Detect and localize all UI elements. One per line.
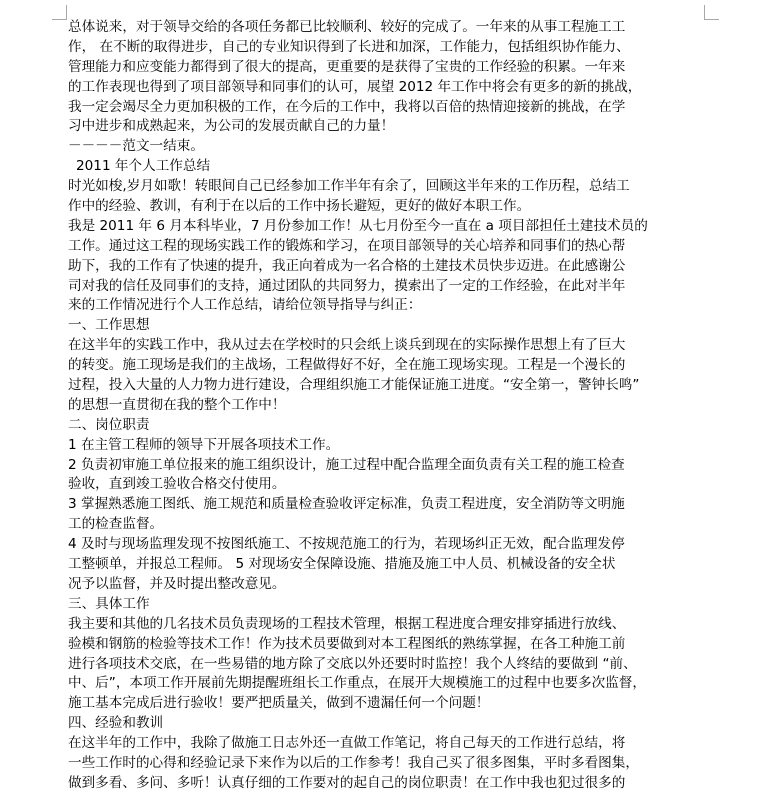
section-divider-line: －－－－范文一结束。 (68, 138, 204, 155)
section-heading: 四、经验和教训 (68, 715, 164, 732)
list-item-line: 工整顿单，并报总工程师。 5 对现场安全保障设施、措施及施工中人员、机械设备的安全状 (68, 556, 616, 573)
paragraph-line: 在这半年的实践工作中，我从过去在学校时的只会纸上谈兵到现在的实际操作思想上有了巨大 (68, 337, 626, 354)
paragraph-line: 司对我的信任及同事们的支持，通过团队的共同努力，摸索出了一定的工作经验，在此对半年 (68, 277, 626, 294)
list-item-line: 1 在主管工程师的领导下开展各项技术工作。 (68, 436, 340, 453)
paragraph-line: 工作。通过这工程的现场实践工作的锻炼和学习，在项目部领导的关心培养和同事们的热心帮 (68, 237, 626, 254)
list-item-line: 4 及时与现场监理发现不按图纸施工、不按规范施工的行为，若现场纠正无效，配合监理发停 (68, 536, 625, 553)
document-title: 2011 年个人工作总结 (76, 158, 211, 175)
paragraph-line: 的思想一直贯彻在我的整个工作中！ (68, 396, 286, 413)
paragraph-line: 的转变。施工现场是我们的主战场，工程做得好不好，全在施工现场实现。工程是一个漫长的 (68, 357, 626, 374)
list-item-line: 2 负责初审施工单位报来的施工组织设计，施工过程中配合监理全面负责有关工程的施工检查 (68, 456, 625, 473)
paragraph-line: 我一定会竭尽全力更加积极的工作，在今后的工作中，我将以百倍的热情迎接新的挑战，在学 (68, 98, 626, 115)
paragraph-line: 管理能力和应变能力都得到了很大的提高，更重要的是获得了宝贵的工作经验的积累。一年来 (68, 58, 626, 75)
paragraph-line: 总体说来，对于领导交给的各项任务都已比较顺利、较好的完成了。一年来的从事工程施工工 (68, 19, 626, 35)
paragraph-line: 作， 在不断的取得进步，自己的专业知识得到了长进和加深，工作能力，包括组织协作能力、 (68, 38, 630, 55)
paragraph-line: 中、后”，本项工作开展前先期提醒班组长工作重点，在展开大规模施工的过程中也要多次监督， (68, 675, 646, 692)
document-body (68, 18, 708, 794)
paragraph-line: 进行各项技术交底，在一些易错的地方除了交底以外还要时时监控！我个人终结的要做到 “前、 (68, 655, 637, 672)
list-item-line: 验收，直到竣工验收合格交付使用。 (68, 476, 286, 493)
paragraph-line: 的工作表现也得到了项目部领导和同事们的认可，展望 2012 年工作中将会有更多的新的挑战， (68, 78, 642, 95)
list-item-line: 工的检查监督。 (68, 516, 164, 533)
paragraph-line: 习中进步和成熟起来，为公司的发展贡献自己的力量！ (68, 118, 395, 135)
section-heading: 二、岗位职责 (68, 416, 150, 433)
paragraph-line: 做到多看、多问、多听！认真仔细的工作要对的起自己的岗位职责！在工作中我也犯过很多的 (68, 774, 626, 791)
section-heading: 三、具体工作 (68, 595, 150, 612)
paragraph-line: 来的工作情况进行个人工作总结，请给位领导指导与纠正： (68, 297, 422, 314)
paragraph-line: 施工基本完成后进行验收！要严把质量关，做到不遗漏任何一个问题！ (68, 695, 490, 712)
paragraph-line: 过程，投入大量的人力物力进行建设，合理组织施工才能保证施工进度。“安全第一，警钟长鸣” (68, 377, 640, 394)
paragraph-line: 作中的经验、教训，有利于在以后的工作中扬长避短，更好的做好本职工作。 (68, 198, 531, 215)
list-item-line: 3 掌握熟悉施工图纸、施工规范和质量检查验收评定标准，负责工程进度，安全消防等文明施 (68, 496, 625, 513)
section-heading: 一、工作思想 (68, 317, 150, 334)
paragraph-line: 一些工作时的心得和经验记录下来作为以后的工作参考！我自己买了很多图集，平时多看图集， (68, 754, 639, 771)
paragraph-line: 我是 2011 年 6 月本科毕业，7 月份参加工作！从七月份至今一直在 a 项目部担任土建技术员的 (68, 217, 648, 234)
paragraph-line: 我主要和其他的几名技术员负责现场的工程技术管理，根据工程进度合理安排穿插进行放线、 (68, 615, 626, 632)
paragraph-line: 时光如梭,岁月如歌！转眼间自己已经参加工作半年有余了，回顾这半年来的工作历程，总结工 (68, 178, 630, 195)
paragraph-line: 助下，我的工作有了快速的提升，我正向着成为一名合格的土建技术员快步迈进。在此感谢公 (68, 257, 626, 274)
paragraph-line: 在这半年的工作中，我除了做施工日志外还一直做工作笔记，将自己每天的工作进行总结，将 (68, 735, 626, 752)
list-item-line: 况予以监督，并及时提出整改意见。 (68, 575, 286, 592)
margin-corner-mark-top-left (52, 5, 67, 20)
paragraph-line: 验模和钢筋的检验等技术工作！作为技术员要做到对本工程图纸的熟练掌握，在各工种施工前 (68, 635, 626, 652)
